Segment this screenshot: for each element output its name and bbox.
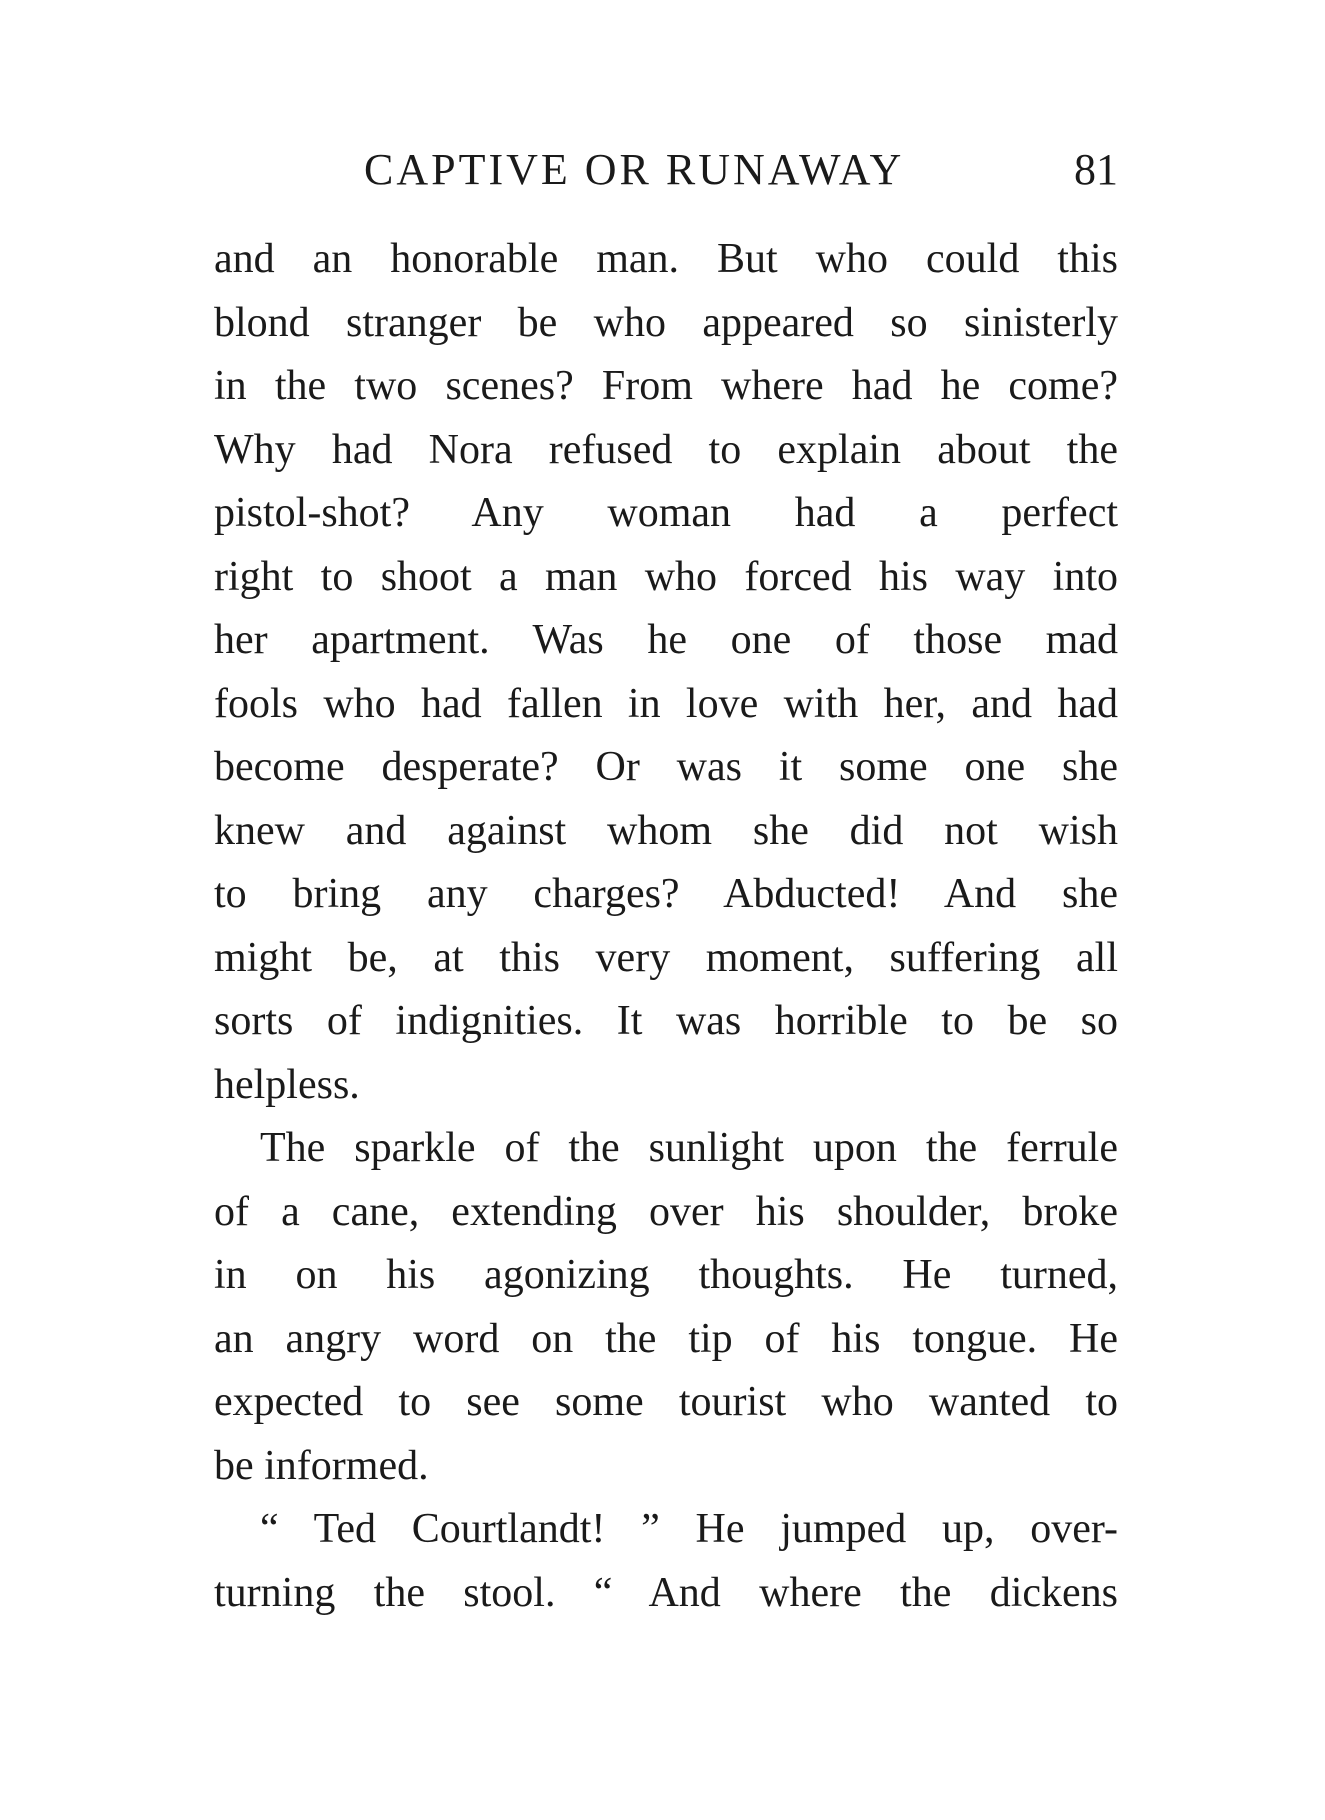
text-line: right to shoot a man who forced his way into [214,553,1118,600]
text-line: helpless. [214,1061,360,1108]
text-line: The sparkle of the sunlight upon the ferrule [260,1125,1118,1171]
text-line: become desperate? Or was it some one she [214,744,1118,790]
text-line: Why had Nora refused to explain about the [214,426,1118,473]
text-line: and an honorable man. But who could this [214,236,1118,282]
text-line: sorts of indignities. It was horrible to be so [214,998,1118,1044]
paragraph-3 [214,1498,1118,1625]
text-line: expected to see some tourist who wanted to [214,1379,1118,1425]
text-line: pistol-shot? Any woman had a perfect [214,490,1118,536]
paragraph-2 [214,1117,1118,1498]
paragraph-1 [214,228,1118,1117]
text-line: of a cane, extending over his shoulder, broke [214,1188,1118,1235]
text-line: to bring any charges? Abducted! And she [214,871,1118,917]
text-line: “ Ted Courtlandt! ” He jumped up, over- [260,1506,1118,1552]
running-head [214,140,1118,200]
text-line: in on his agonizing thoughts. He turned, [214,1252,1118,1298]
text-line: in the two scenes? From where had he come? [214,363,1118,409]
text-line: blond stranger be who appeared so sinisterly [214,299,1118,346]
text-line: an angry word on the tip of his tongue. He [214,1315,1118,1362]
running-title: CAPTIVE OR RUNAWAY [364,145,905,194]
text-line: be informed. [214,1442,429,1489]
page-number: 81 [1074,145,1118,194]
text-line: fools who had fallen in love with her, and had [214,680,1118,727]
body-text [214,228,1118,1625]
text-line: knew and against whom she did not wish [214,807,1118,854]
text-line: turning the stool. “ And where the dickens [214,1569,1118,1616]
text-line: her apartment. Was he one of those mad [214,617,1118,663]
text-line: might be, at this very moment, suffering all [214,934,1118,981]
